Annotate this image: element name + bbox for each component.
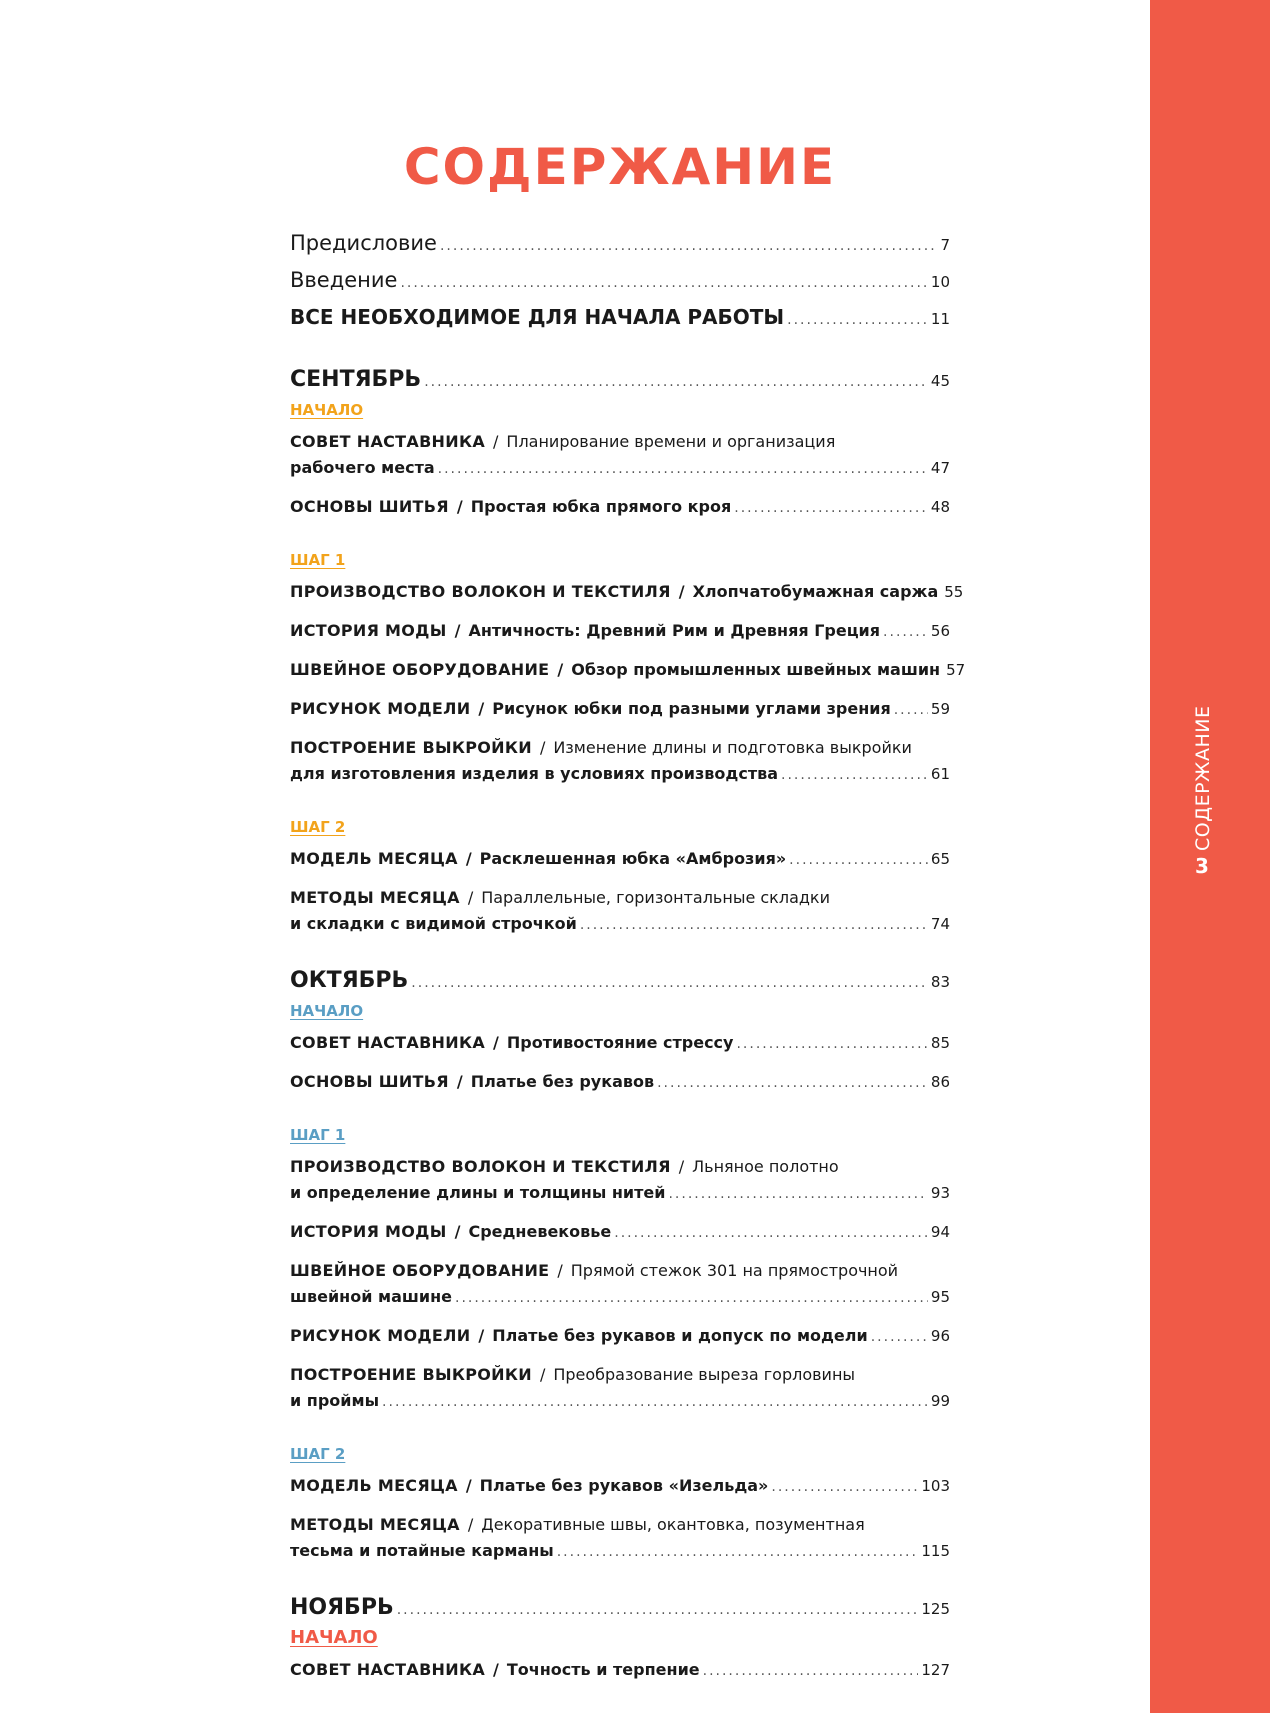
toc-entry[interactable] [290, 1258, 950, 1311]
toc-page-number: 74 [930, 915, 950, 933]
page-title: СОДЕРЖАНИЕ [403, 138, 837, 196]
toc-page-number: 10 [930, 273, 950, 291]
toc-page-number: 115 [921, 1542, 950, 1560]
entry-subtitle: Изменение длины и подготовка выкройки [553, 738, 912, 757]
separator-slash: / [456, 497, 463, 516]
entry-category: ОСНОВЫ ШИТЬЯ [290, 1072, 449, 1091]
month-title: НОЯБРЬ [290, 1595, 394, 1620]
toc-entry[interactable] [290, 1069, 950, 1096]
dot-leader [657, 1070, 928, 1096]
toc-entry-getting-started[interactable] [290, 300, 950, 337]
stage-label: ШАГ 1 [290, 551, 346, 569]
dot-leader [771, 1474, 918, 1500]
separator-slash: / [454, 621, 461, 640]
entry-subtitle-cont: для изготовления изделия в условиях производства [290, 764, 779, 783]
entry-category: ШВЕЙНОЕ ОБОРУДОВАНИЕ [290, 660, 550, 679]
separator-slash: / [467, 888, 474, 907]
toc-entry-title: ВСЕ НЕОБХОДИМОЕ ДЛЯ НАЧАЛА РАБОТЫ [290, 305, 785, 329]
entry-category: ШВЕЙНОЕ ОБОРУДОВАНИЕ [290, 1261, 550, 1280]
month-heading[interactable] [290, 964, 950, 1000]
toc-page-number: 125 [921, 1600, 950, 1618]
entry-category: ИСТОРИЯ МОДЫ [290, 1222, 447, 1241]
toc-entry-introduction[interactable] [290, 263, 950, 300]
toc-page-number: 127 [921, 1661, 950, 1679]
entry-category: СОВЕТ НАСТАВНИКА [290, 1660, 486, 1679]
entry-category: МЕТОДЫ МЕСЯЦА [290, 1515, 460, 1534]
entry-subtitle: Преобразование выреза горловины [553, 1365, 856, 1384]
entry-category: МОДЕЛЬ МЕСЯЦА [290, 849, 458, 868]
separator-slash: / [539, 738, 546, 757]
separator-slash: / [557, 660, 564, 679]
toc-entry[interactable] [290, 657, 966, 684]
toc-page-number: 95 [930, 1288, 950, 1306]
dot-leader [787, 303, 928, 337]
month-heading[interactable] [290, 363, 950, 399]
dot-leader [424, 365, 928, 399]
entry-subtitle-cont: рабочего места [290, 458, 435, 477]
separator-slash: / [493, 1660, 499, 1679]
entry-subtitle: Хлопчатобумажная саржа [692, 582, 939, 601]
entry-category: МОДЕЛЬ МЕСЯЦА [290, 1476, 458, 1495]
toc-page-number: 61 [930, 765, 950, 783]
dot-leader [668, 1181, 927, 1207]
separator-slash: / [456, 1072, 463, 1091]
toc-entry[interactable] [290, 1657, 950, 1684]
toc-page-number: 83 [930, 973, 950, 991]
entry-category: СОВЕТ НАСТАВНИКА [290, 1033, 486, 1052]
dot-leader [883, 619, 928, 645]
separator-slash: / [454, 1222, 461, 1241]
stage-label: ШАГ 1 [290, 1126, 346, 1144]
dot-leader [614, 1220, 928, 1246]
toc-entry[interactable] [290, 885, 950, 938]
month-section [290, 363, 966, 938]
dot-leader [580, 912, 928, 938]
toc-entry[interactable] [290, 1030, 950, 1057]
separator-slash: / [678, 1157, 685, 1176]
entry-subtitle-cont: швейной машине [290, 1287, 452, 1306]
entry-subtitle: Античность: Древний Рим и Древняя Греция [468, 621, 881, 640]
separator-slash: / [465, 849, 472, 868]
separator-slash: / [467, 1515, 474, 1534]
stage-label: НАЧАЛО [290, 401, 364, 419]
dot-leader [382, 1389, 928, 1415]
toc-entry[interactable] [290, 579, 964, 606]
dot-leader [781, 762, 928, 788]
separator-slash: / [557, 1261, 563, 1280]
dot-leader [703, 1658, 919, 1684]
month-section [290, 964, 950, 1565]
toc-page-number: 103 [921, 1477, 950, 1495]
entry-category: РИСУНОК МОДЕЛИ [290, 699, 471, 718]
stage-label: ШАГ 2 [290, 818, 346, 836]
entry-subtitle: Противостояние стрессу [506, 1033, 734, 1052]
entry-subtitle: Платье без рукавов и допуск по модели [492, 1326, 868, 1345]
entry-category: ОСНОВЫ ШИТЬЯ [290, 497, 449, 516]
month-section [290, 1591, 950, 1684]
entry-subtitle: Льняное полотно [692, 1157, 839, 1176]
dot-leader [400, 266, 927, 300]
toc-page-number: 59 [930, 700, 950, 718]
separator-slash: / [493, 432, 499, 451]
entry-subtitle-cont: тесьма и потайные карманы [290, 1541, 554, 1560]
toc-entry-title: Предисловие [290, 231, 437, 255]
entry-category: СОВЕТ НАСТАВНИКА [290, 432, 486, 451]
stage-label: НАЧАЛО [290, 1627, 378, 1648]
separator-slash: / [478, 699, 485, 718]
dot-leader [438, 456, 928, 482]
entry-subtitle: Точность и терпение [506, 1660, 700, 1679]
dot-leader [557, 1539, 919, 1565]
entry-category: ПОСТРОЕНИЕ ВЫКРОЙКИ [290, 738, 532, 757]
dot-leader [871, 1324, 928, 1350]
toc-entry[interactable] [290, 1512, 950, 1565]
toc-page-number: 93 [930, 1184, 950, 1202]
separator-slash: / [478, 1326, 485, 1345]
toc-page-number: 56 [930, 622, 950, 640]
toc-page-number: 96 [930, 1327, 950, 1345]
dot-leader [440, 229, 937, 263]
entry-category: РИСУНОК МОДЕЛИ [290, 1326, 471, 1345]
dot-leader [894, 697, 928, 723]
separator-slash: / [678, 582, 685, 601]
entry-subtitle: Параллельные, горизонтальные складки [481, 888, 830, 907]
entry-subtitle-cont: и складки с видимой строчкой [290, 914, 577, 933]
toc-entry[interactable] [290, 494, 950, 521]
toc-entry-title: Введение [290, 268, 398, 292]
entry-subtitle: Расклешенная юбка «Амброзия» [479, 849, 787, 868]
toc-entry[interactable] [290, 696, 950, 723]
toc-entry[interactable] [290, 1154, 950, 1207]
toc-entry[interactable] [290, 735, 950, 788]
separator-slash: / [465, 1476, 472, 1495]
entry-category: ПРОИЗВОДСТВО ВОЛОКОН И ТЕКСТИЛЯ [290, 582, 671, 601]
month-title: СЕНТЯБРЬ [290, 367, 422, 392]
toc-page-number: 57 [946, 661, 966, 679]
dot-leader [455, 1285, 928, 1311]
toc-entry-foreword[interactable] [290, 226, 950, 263]
toc-page-number: 48 [930, 498, 950, 516]
entry-subtitle: Декоративные швы, окантовка, позументная [481, 1515, 865, 1534]
toc-entry[interactable] [290, 618, 950, 645]
toc-entry[interactable] [290, 1473, 950, 1500]
toc-entry[interactable] [290, 429, 950, 482]
dot-leader [397, 1593, 919, 1627]
toc-page-number: 47 [930, 459, 950, 477]
entry-subtitle: Платье без рукавов [470, 1072, 655, 1091]
separator-slash: / [539, 1365, 546, 1384]
toc-page-number: 86 [930, 1073, 950, 1091]
dot-leader [736, 1031, 927, 1057]
dot-leader [789, 847, 928, 873]
dot-leader [411, 966, 928, 1000]
toc-page-number: 45 [930, 372, 950, 390]
entry-subtitle: Обзор промышленных швейных машин [571, 660, 941, 679]
toc-entry[interactable] [290, 1219, 950, 1246]
entry-subtitle: Простая юбка прямого кроя [470, 497, 732, 516]
months-list [290, 363, 966, 1684]
toc-entry[interactable] [290, 846, 950, 873]
entry-subtitle: Рисунок юбки под разными углами зрения [492, 699, 891, 718]
entry-subtitle: Платье без рукавов «Изельда» [479, 1476, 769, 1495]
month-heading[interactable] [290, 1591, 950, 1627]
entry-subtitle: Планирование времени и организация [506, 432, 836, 451]
month-title: ОКТЯБРЬ [290, 968, 409, 993]
separator-slash: / [493, 1033, 499, 1052]
sidebar-section-label: СОДЕРЖАНИЕ [1192, 705, 1214, 851]
entry-category: МЕТОДЫ МЕСЯЦА [290, 888, 460, 907]
toc-page-number: 94 [930, 1223, 950, 1241]
entry-subtitle-cont: и проймы [290, 1391, 380, 1410]
toc-page-number: 11 [930, 310, 950, 328]
entry-category: ПОСТРОЕНИЕ ВЫКРОЙКИ [290, 1365, 532, 1384]
entry-subtitle-cont: и определение длины и толщины нитей [290, 1183, 666, 1202]
toc-page-number: 85 [930, 1034, 950, 1052]
stage-label: ШАГ 2 [290, 1445, 346, 1463]
toc-page-number: 99 [930, 1392, 950, 1410]
entry-subtitle: Прямой стежок 301 на прямострочной [570, 1261, 899, 1280]
dot-leader [734, 495, 928, 521]
entry-subtitle: Средневековье [468, 1222, 612, 1241]
toc-page-number: 7 [940, 236, 950, 254]
page-number: 3 [1195, 854, 1209, 878]
entry-category: ИСТОРИЯ МОДЫ [290, 621, 447, 640]
toc-entry[interactable] [290, 1362, 950, 1415]
stage-label: НАЧАЛО [290, 1002, 364, 1020]
toc-entry[interactable] [290, 1323, 950, 1350]
table-of-contents [290, 226, 966, 1696]
toc-page-number: 65 [930, 850, 950, 868]
entry-category: ПРОИЗВОДСТВО ВОЛОКОН И ТЕКСТИЛЯ [290, 1157, 671, 1176]
toc-page-number: 55 [944, 583, 964, 601]
